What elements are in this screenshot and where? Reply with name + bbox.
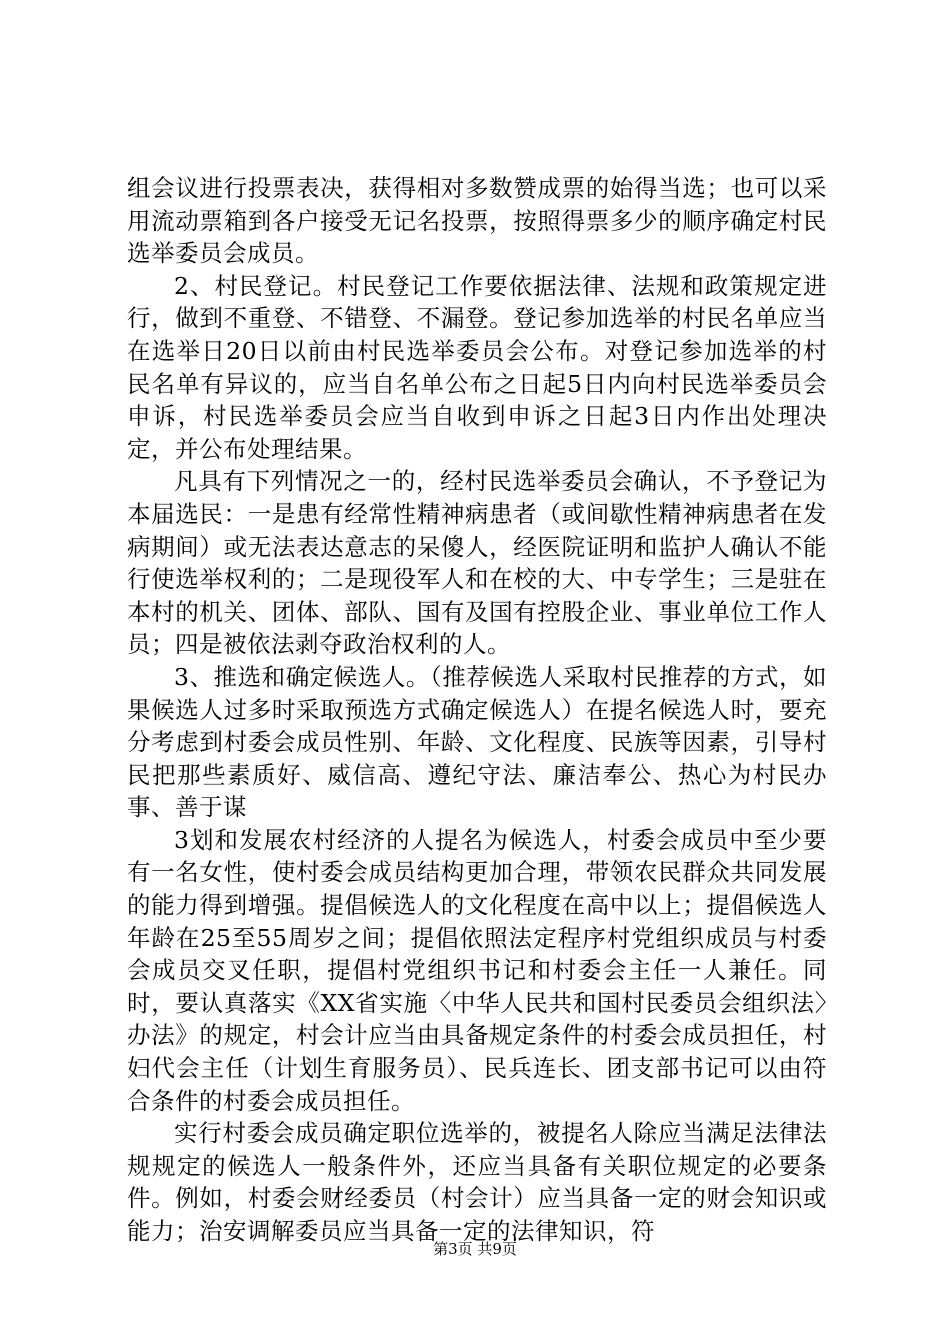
paragraph-3: 凡具有下列情况之一的，经村民选举委员会确认，不予登记为本届选民：一是患有经常性精神病患者（或间歇性精神病患者在发病期间）或无法表达意志的呆傻人，经医院证明和监护人确认不能行使选举权利的；二是现役军人和在校的大、中专学生；三是驻在本村的机关、团体、部队、国有及国有控股企业、事业单位工作人员；四是被依法剥夺政治权利的人。	[127, 467, 827, 659]
paragraph-5: 3划和发展农村经济的人提名为候选人，村委会成员中至少要有一名女性，使村委会成员结构更加合理，带领农民群众共同发展的能力得到增强。提倡候选人的文化程度在高中以上；提倡候选人年龄在25至55周岁之间；提倡依照法定程序村党组织成员与村委会成员交叉任职，提倡村党组织书记和村委会主任一人兼任。同时，要认真落实《XX省实施〈中华人民共和国村民委员会组织法〉办法》的规定，村会计应当由具备规定条件的村委会成员担任，村妇代会主任（计划生育服务员）、民兵连长、团支部书记可以由符合条件的村委会成员担任。	[127, 825, 827, 1115]
paragraph-4: 3、推选和确定候选人。（推荐候选人采取村民推荐的方式，如果候选人过多时采取预选方式确定候选人）在提名候选人时，要充分考虑到村委会成员性别、年龄、文化程度、民族等因素，引导村民把那些素质好、威信高、遵纪守法、廉洁奉公、热心为村民办事、善于谋	[127, 662, 827, 822]
paragraph-1: 组会议进行投票表决，获得相对多数赞成票的始得当选；也可以采用流动票箱到各户接受无记名投票，按照得票多少的顺序确定村民选举委员会成员。	[127, 174, 827, 268]
document-body	[127, 172, 827, 1248]
paragraph-6: 实行村委会成员确定职位选举的，被提名人除应当满足法律法规规定的候选人一般条件外，还应当具备有关职位规定的必要条件。例如，村委会财经委员（村会计）应当具备一定的财会知识或能力；治安调解委员应当具备一定的法律知识，符	[127, 1119, 827, 1245]
paragraph-2: 2、村民登记。村民登记工作要依据法律、法规和政策规定进行，做到不重登、不错登、不漏登。登记参加选举的村民名单应当在选举日20日以前由村民选举委员会公布。对登记参加选举的村民名单有异议的，应当自名单公布之日起5日内向村民选举委员会申诉，村民选举委员会应当自收到申诉之日起3日内作出处理决定，并公布处理结果。	[127, 271, 827, 463]
page-number-footer: 第3页 共9页	[433, 1240, 517, 1258]
